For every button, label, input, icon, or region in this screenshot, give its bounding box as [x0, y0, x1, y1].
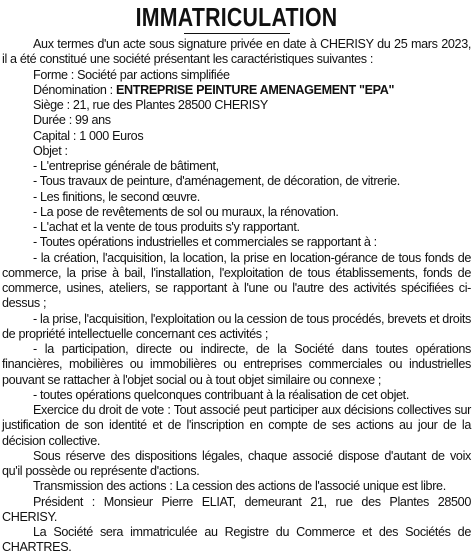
notice-title: IMMATRICULATION	[135, 2, 338, 32]
objet-label: Objet :	[33, 143, 68, 158]
sub-item: - la création, l'acquisition, la location, la prise en location-gérance de tous fonds de commerce, la prise à bail, l'installation, l'exploitation de tous établissements, fonds de commerce, usines, ateliers, se rapportant à l'une ou l'autre des activités spécifiées ci-dessus ;	[2, 250, 471, 311]
sub-item: - toutes opérations quelconques contribuant à la réalisation de cet objet.	[33, 387, 409, 402]
sub-item: - la participation, directe ou indirecte, de la Société dans toutes opérations financières, mobilières ou immobilières ou entreprises commerciales ou industrielles pouvant se rattacher à l'objet social ou à tout objet similaire ou connexe ;	[2, 342, 471, 387]
vote-paragraph: Exercice du droit de vote : Tout associé peut participer aux décisions collectives sur justification de son identité et de l'inscription en compte de ses actions au jour de la décision collective.	[2, 403, 471, 448]
objet-item: - Tous travaux de peinture, d'aménagement, de décoration, de vitrerie.	[33, 174, 400, 189]
objet-item: - La pose de revêtements de sol ou muraux, la rénovation.	[33, 204, 339, 219]
capital-line: Capital : 1 000 Euros	[33, 128, 144, 143]
duree-line: Durée : 99 ans	[33, 113, 111, 128]
denomination-label: Dénomination :	[33, 82, 116, 97]
president-paragraph: Président : Monsieur Pierre ELIAT, demeurant 21, rue des Plantes 28500 CHERISY.	[2, 494, 471, 524]
siege-line: Siège : 21, rue des Plantes 28500 CHERISY	[33, 98, 268, 112]
objet-item: - Les finitions, le second œuvre.	[33, 189, 200, 204]
objet-item: - L'entreprise générale de bâtiment,	[33, 159, 219, 173]
registre-paragraph: La Société sera immatriculée au Registre du Commerce et des Sociétés de CHARTRES.	[2, 525, 471, 555]
reserve-paragraph: Sous réserve des dispositions légales, chaque associé dispose d'autant de voix qu'il possède ou représente d'actions.	[2, 448, 471, 478]
title-underline	[184, 33, 290, 34]
notice-body	[2, 37, 471, 556]
objet-item: - Toutes opérations industrielles et commerciales se rapportant à :	[33, 235, 377, 250]
forme-line: Forme : Société par actions simplifiée	[33, 67, 230, 82]
transmission-paragraph: Transmission des actions : La cession des actions de l'associé unique est libre.	[33, 479, 446, 494]
objet-item: - L'achat et la vente de tous produits s'y rapportant.	[33, 220, 300, 234]
sub-item: - la prise, l'acquisition, l'exploitation ou la cession de tous procédés, brevets et droits de propriété intellectuelle concernant ces activités ;	[2, 311, 471, 341]
denomination-line	[2, 83, 471, 98]
intro-paragraph: Aux termes d'un acte sous signature privée en date à CHERISY du 25 mars 2023, il a été constitué une société présentant les caractéristiques suivantes :	[2, 37, 471, 67]
legal-notice	[0, 2, 473, 555]
denomination-value: ENTREPRISE PEINTURE AMENAGEMENT "EPA"	[115, 82, 395, 97]
